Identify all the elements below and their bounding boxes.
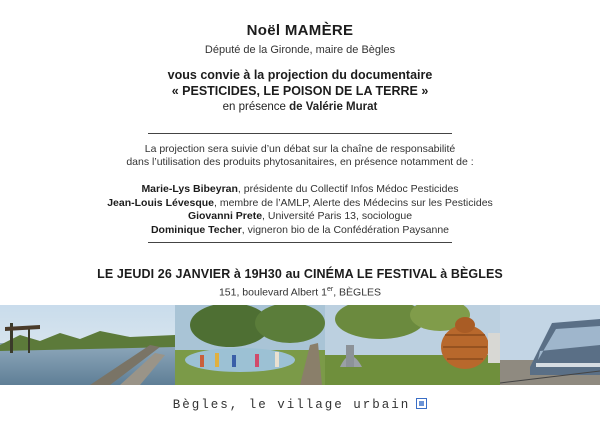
guest-item [0, 197, 600, 211]
host-role: Député de la Gironde, maire de Bègles [204, 44, 396, 56]
photo-banner [0, 305, 600, 385]
tagline-text: Bègles, le village urbain [172, 398, 411, 412]
external-link-icon[interactable] [416, 398, 427, 409]
presence-prefix: en présence [222, 101, 286, 113]
address-street: 151, boulevard Albert 1 [218, 286, 327, 299]
guest-name: Dominique Techer [150, 223, 242, 236]
guest-role: , vigneron bio de la Confédération Paysanne [241, 223, 450, 236]
invitation-line: vous convie à la projection du documentaire [167, 68, 433, 82]
photo-collage [0, 305, 600, 385]
host-name: Noël MAMÈRE [246, 22, 354, 39]
debate-line: La projection sera suivie d’un débat sur la chaîne de responsabilité [144, 143, 456, 155]
presence-name: de Valérie Murat [289, 101, 378, 113]
guest-item [0, 224, 600, 238]
guest-role: , Université Paris 13, sociologue [262, 210, 413, 223]
presence-line [0, 101, 600, 113]
documentary-title: « PESTICIDES, LE POISON DE LA TERRE » [171, 84, 429, 98]
address-city: , BÈGLES [333, 286, 382, 299]
event-date-venue: LE JEUDI 26 JANVIER à 19H30 au CINÉMA LE FESTIVAL à BÈGLES [97, 267, 503, 281]
guest-list [0, 183, 600, 237]
event-address [0, 286, 600, 299]
debate-text [0, 143, 600, 169]
debate-line: dans l’utilisation des produits phytosanitaires, en présence notamment de : [126, 156, 474, 168]
address-sup: er [326, 286, 334, 293]
guest-name: Jean-Louis Lévesque [107, 196, 215, 209]
guest-item [0, 183, 600, 197]
divider-bottom [148, 242, 452, 243]
guest-name: Giovanni Prete [187, 210, 263, 223]
guest-item [0, 210, 600, 224]
tagline [0, 398, 600, 412]
guest-role: , membre de l’AMLP, Alerte des Médecins sur les Pesticides [214, 196, 493, 209]
guest-role: , présidente du Collectif Infos Médoc Pesticides [237, 183, 459, 195]
guest-name: Marie-Lys Bibeyran [141, 183, 238, 195]
divider-top [148, 133, 452, 134]
